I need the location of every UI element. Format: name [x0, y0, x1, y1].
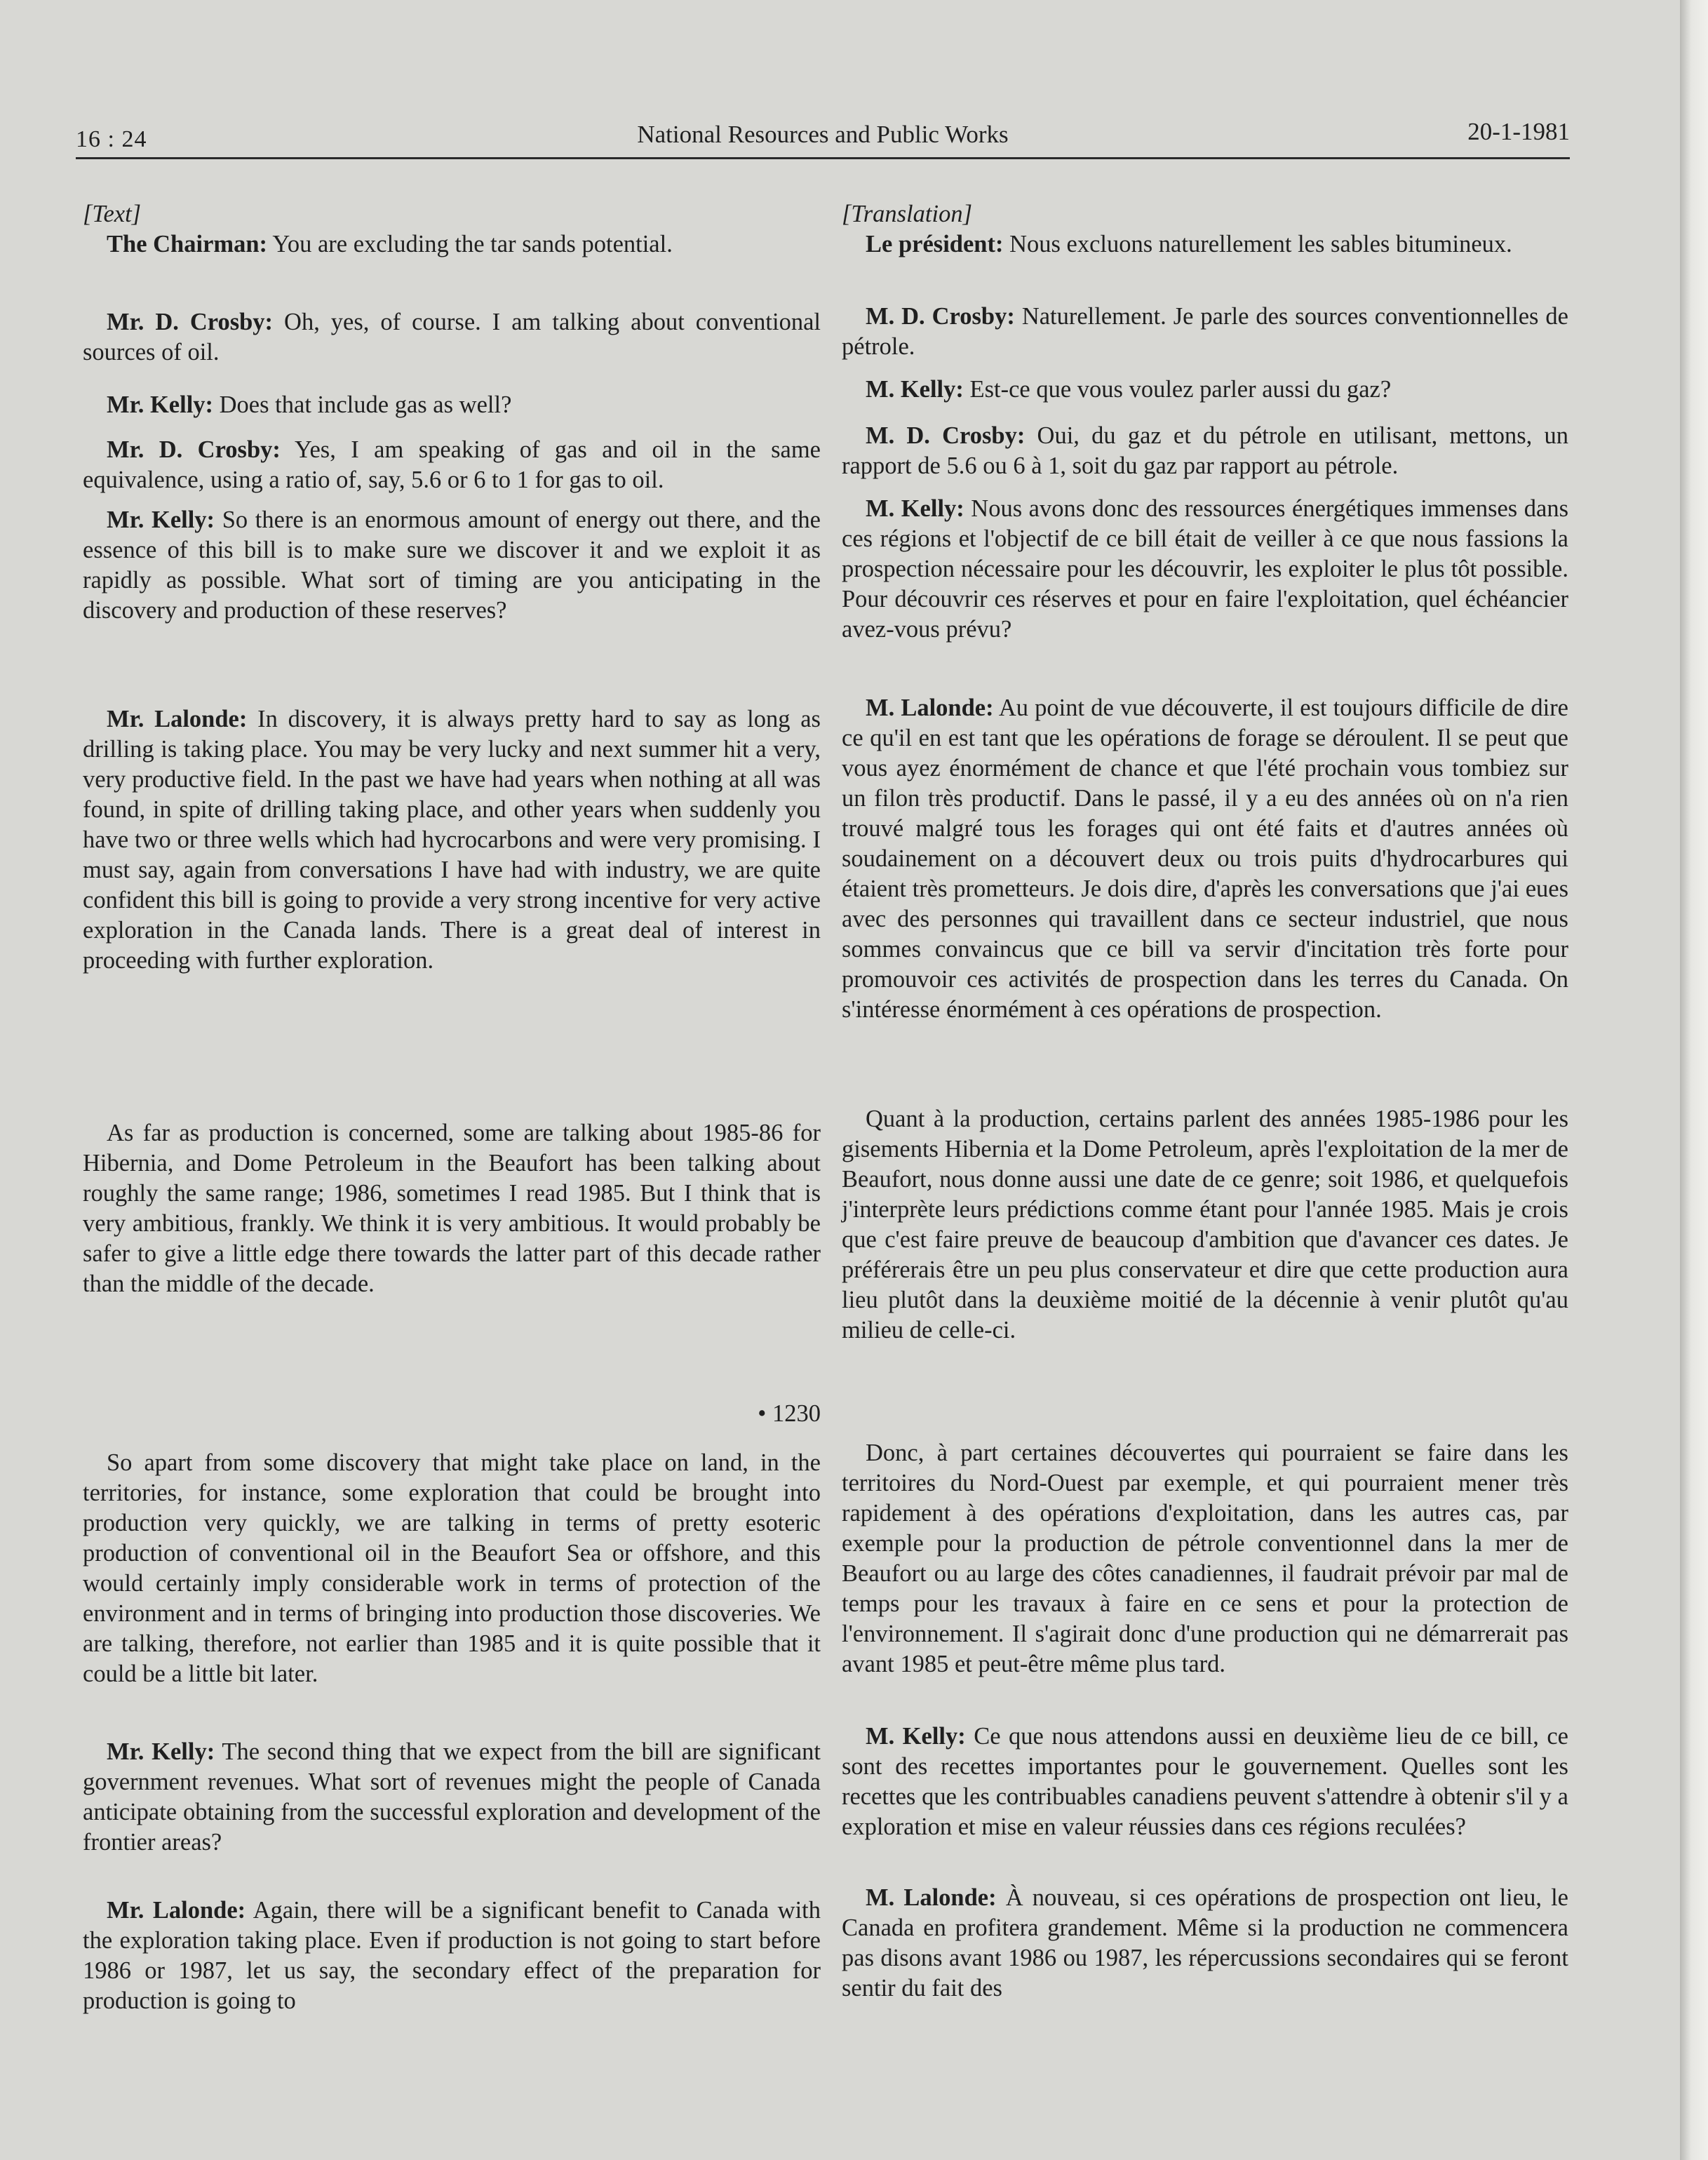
- speaker-name: Le président:: [866, 231, 1004, 257]
- speech-text: Again, there will be a significant benefit to Canada with the exploration taking place. Even if production is not going to start before 1986 or 1987, let us say, the secondary effect of the preparation for production is going to: [83, 1897, 821, 2014]
- speaker-name: Mr. Kelly:: [107, 507, 215, 533]
- speech-text: So apart from some discovery that might take place on land, in the territories, for instance, some exploration that could be brought into production very quickly, we are talking in terms of pretty esoteric production of conventional oil in the Beaufort Sea or offshore, and this would certainly imply considerable work in terms of protection of the environment and in terms of bringing into production those discoveries. We are talking, therefore, not earlier than 1985 and it is quite possible that it could be a little bit later.: [83, 1449, 821, 1687]
- header-rule: [76, 157, 1570, 159]
- speaker-name: Mr. D. Crosby:: [107, 436, 281, 463]
- paragraph: [83, 435, 821, 495]
- speech-text: In discovery, it is always pretty hard to say as long as drilling is taking place. You may be very lucky and next summer hit a very, very productive field. In the past we have had years when nothing at all was found, in spite of drilling taking place, and other years when suddenly you have two or three wells which had hycrocarbons and were very promising. I must say, again from conversations I have had with industry, we are quite confident this bill is going to provide a very strong incentive for very active exploration in the Canada lands. There is a great deal of interest in proceeding with further exploration.: [83, 706, 821, 974]
- speaker-name: M. Kelly:: [866, 495, 964, 522]
- speaker-name: M. Kelly:: [866, 1723, 966, 1750]
- page-edge: [1680, 0, 1708, 2160]
- paragraph: [83, 1448, 821, 1689]
- page-number: 16 : 24: [76, 126, 147, 152]
- language-label: [Text]: [83, 201, 142, 227]
- speaker-name: The Chairman:: [107, 231, 268, 257]
- language-label: [Translation]: [842, 201, 972, 227]
- paragraph: [83, 1737, 821, 1858]
- paragraph: [83, 1896, 821, 2016]
- speech-text: Est-ce que vous voulez parler aussi du gaz?: [963, 376, 1392, 403]
- paragraph: [842, 375, 1568, 405]
- speaker-name: M. D. Crosby:: [866, 422, 1026, 449]
- speaker-name: Mr. Kelly:: [107, 391, 214, 418]
- speaker-name: Mr. D. Crosby:: [107, 309, 274, 335]
- paragraph: [83, 307, 821, 368]
- speech-text: Ce que nous attendons aussi en deuxième lieu de ce bill, ce sont des recettes importantes pour le gouvernement. Quelles sont les recettes que les contribuables canadiens peuvent s'attendre à obtenir s'il y a exploration et mise en valeur réussies dans ces régions reculées?: [842, 1723, 1568, 1840]
- speech-text: Oui, du gaz et du pétrole en utilisant, mettons, un rapport de 5.6 ou 6 à 1, soit du gaz par rapport au pétrole.: [842, 422, 1569, 479]
- speech-text: The second thing that we expect from the bill are significant government revenues. What sort of revenues might the people of Canada anticipate obtaining from the successful exploration and development of the frontier areas?: [83, 1738, 821, 1856]
- paragraph: [83, 390, 821, 420]
- paragraph: [842, 693, 1568, 1025]
- time-marker: • 1230: [758, 1400, 821, 1427]
- speech-text: Yes, I am speaking of gas and oil in the same equivalence, using a ratio of, say, 5.6 or 6 to 1 for gas to oil.: [83, 436, 821, 493]
- speaker-name: M. Kelly:: [866, 376, 964, 403]
- speaker-name: Mr. Lalonde:: [107, 706, 248, 732]
- speaker-name: Mr. Lalonde:: [107, 1897, 246, 1924]
- speech-text: Nous excluons naturellement les sables bitumineux.: [1003, 231, 1512, 257]
- paragraph: [83, 229, 821, 260]
- paragraph: [842, 494, 1568, 645]
- speaker-name: M. D. Crosby:: [866, 303, 1015, 330]
- speech-text: Oh, yes, of course. I am talking about conventional sources of oil.: [83, 309, 821, 365]
- speech-text: Does that include gas as well?: [213, 391, 512, 418]
- paragraph: [83, 505, 821, 626]
- speech-text: So there is an enormous amount of energy out there, and the essence of this bill is to make sure we discover it and we exploit it as rapidly as possible. What sort of timing are you anticipating in the discovery and production of these reserves?: [83, 507, 821, 624]
- speech-text: Au point de vue découverte, il est toujours difficile de dire ce qu'il en est tant que les opérations de forage se déroulent. Il se peut que vous ayez énormément de chance et que l'été prochain vous tombiez sur un filon très productif. Dans le passé, il y a eu des années où on n'a rien trouvé malgré tous les forages qui ont été faits et d'autres années où soudainement on a découvert deux ou trois puits d'hydrocarbures qui étaient très prometteurs. Je dois dire, d'après les conversations que j'ai eues avec des personnes qui travaillent dans ce secteur industriel, que nous sommes convaincus que ce bill va servir d'incitation très forte pour promouvoir ces activités de prospection dans les terres du Canada. On s'intéresse énormément à ces opérations de prospection.: [842, 695, 1568, 1023]
- header-date: 20-1-1981: [1467, 118, 1570, 145]
- paragraph: [842, 1104, 1568, 1346]
- paragraph: [842, 229, 1568, 260]
- speaker-name: M. Lalonde:: [866, 695, 994, 721]
- speech-text: Quant à la production, certains parlent des années 1985-1986 pour les gisements Hibernia et la Dome Petroleum, après l'exploitation de la mer de Beaufort, nous donne aussi une date de ce genre; soit 1986, et quelquefois j'interprète leurs prédictions comme étant pour l'année 1985. Mais je crois que c'est faire preuve de beaucoup d'ambition que d'avancer ces dates. Je préférerais être un peu plus conservateur et dire que cette production aura lieu plutôt dans la deuxième moitié de la décennie à venir plutôt qu'au milieu de celle-ci.: [842, 1106, 1568, 1343]
- paragraph: [83, 704, 821, 976]
- paragraph: [842, 1722, 1568, 1842]
- speech-text: Naturellement. Je parle des sources conventionnelles de pétrole.: [842, 303, 1568, 360]
- speech-text: As far as production is concerned, some are talking about 1985-86 for Hibernia, and Dome Petroleum in the Beaufort has been talking about roughly the same range; 1986, sometimes I read 1985. But I think that is very ambitious, frankly. We think it is very ambitious. It would probably be safer to give a little edge there towards the latter part of this decade rather than the middle of the decade.: [83, 1120, 821, 1297]
- speech-text: Nous avons donc des ressources énergétiques immenses dans ces régions et l'objectif de ce bill était de veiller à ce que nous fassions la prospection nécessaire pour les découvrir, les exploiter le plus tôt possible. Pour découvrir ces réserves et pour en faire l'exploitation, quel échéancier avez-vous prévu?: [842, 495, 1568, 643]
- paragraph: [842, 1883, 1568, 2004]
- speech-text: Donc, à part certaines découvertes qui pourraient se faire dans les territoires du Nord-Ouest par exemple, et qui pourraient mener très rapidement à des opérations d'exploitation, dans les autres cas, par exemple pour la production de pétrole conventionnel dans la mer de Beaufort ou au large des côtes canadiennes, il faudrait prévoir par mal de temps pour les travaux à faire en ce sens et pour la protection de l'environnement. Il s'agirait donc d'une production qui ne démarrerait pas avant 1985 et peut-être même plus tard.: [842, 1440, 1568, 1677]
- header-title: National Resources and Public Works: [637, 121, 1009, 148]
- speaker-name: Mr. Kelly:: [107, 1738, 215, 1765]
- paragraph: [842, 1438, 1568, 1679]
- page-header: [76, 118, 1570, 154]
- speech-text: À nouveau, si ces opérations de prospection ont lieu, le Canada en profitera grandement. Même si la production ne commencera pas disons avant 1986 ou 1987, les répercussions secondaires qui se feront sentir du fait des: [842, 1884, 1568, 2001]
- paragraph: [842, 421, 1568, 481]
- paragraph: [83, 1118, 821, 1299]
- speech-text: You are excluding the tar sands potential.: [267, 231, 673, 257]
- paragraph: [842, 302, 1568, 362]
- speaker-name: M. Lalonde:: [866, 1884, 997, 1911]
